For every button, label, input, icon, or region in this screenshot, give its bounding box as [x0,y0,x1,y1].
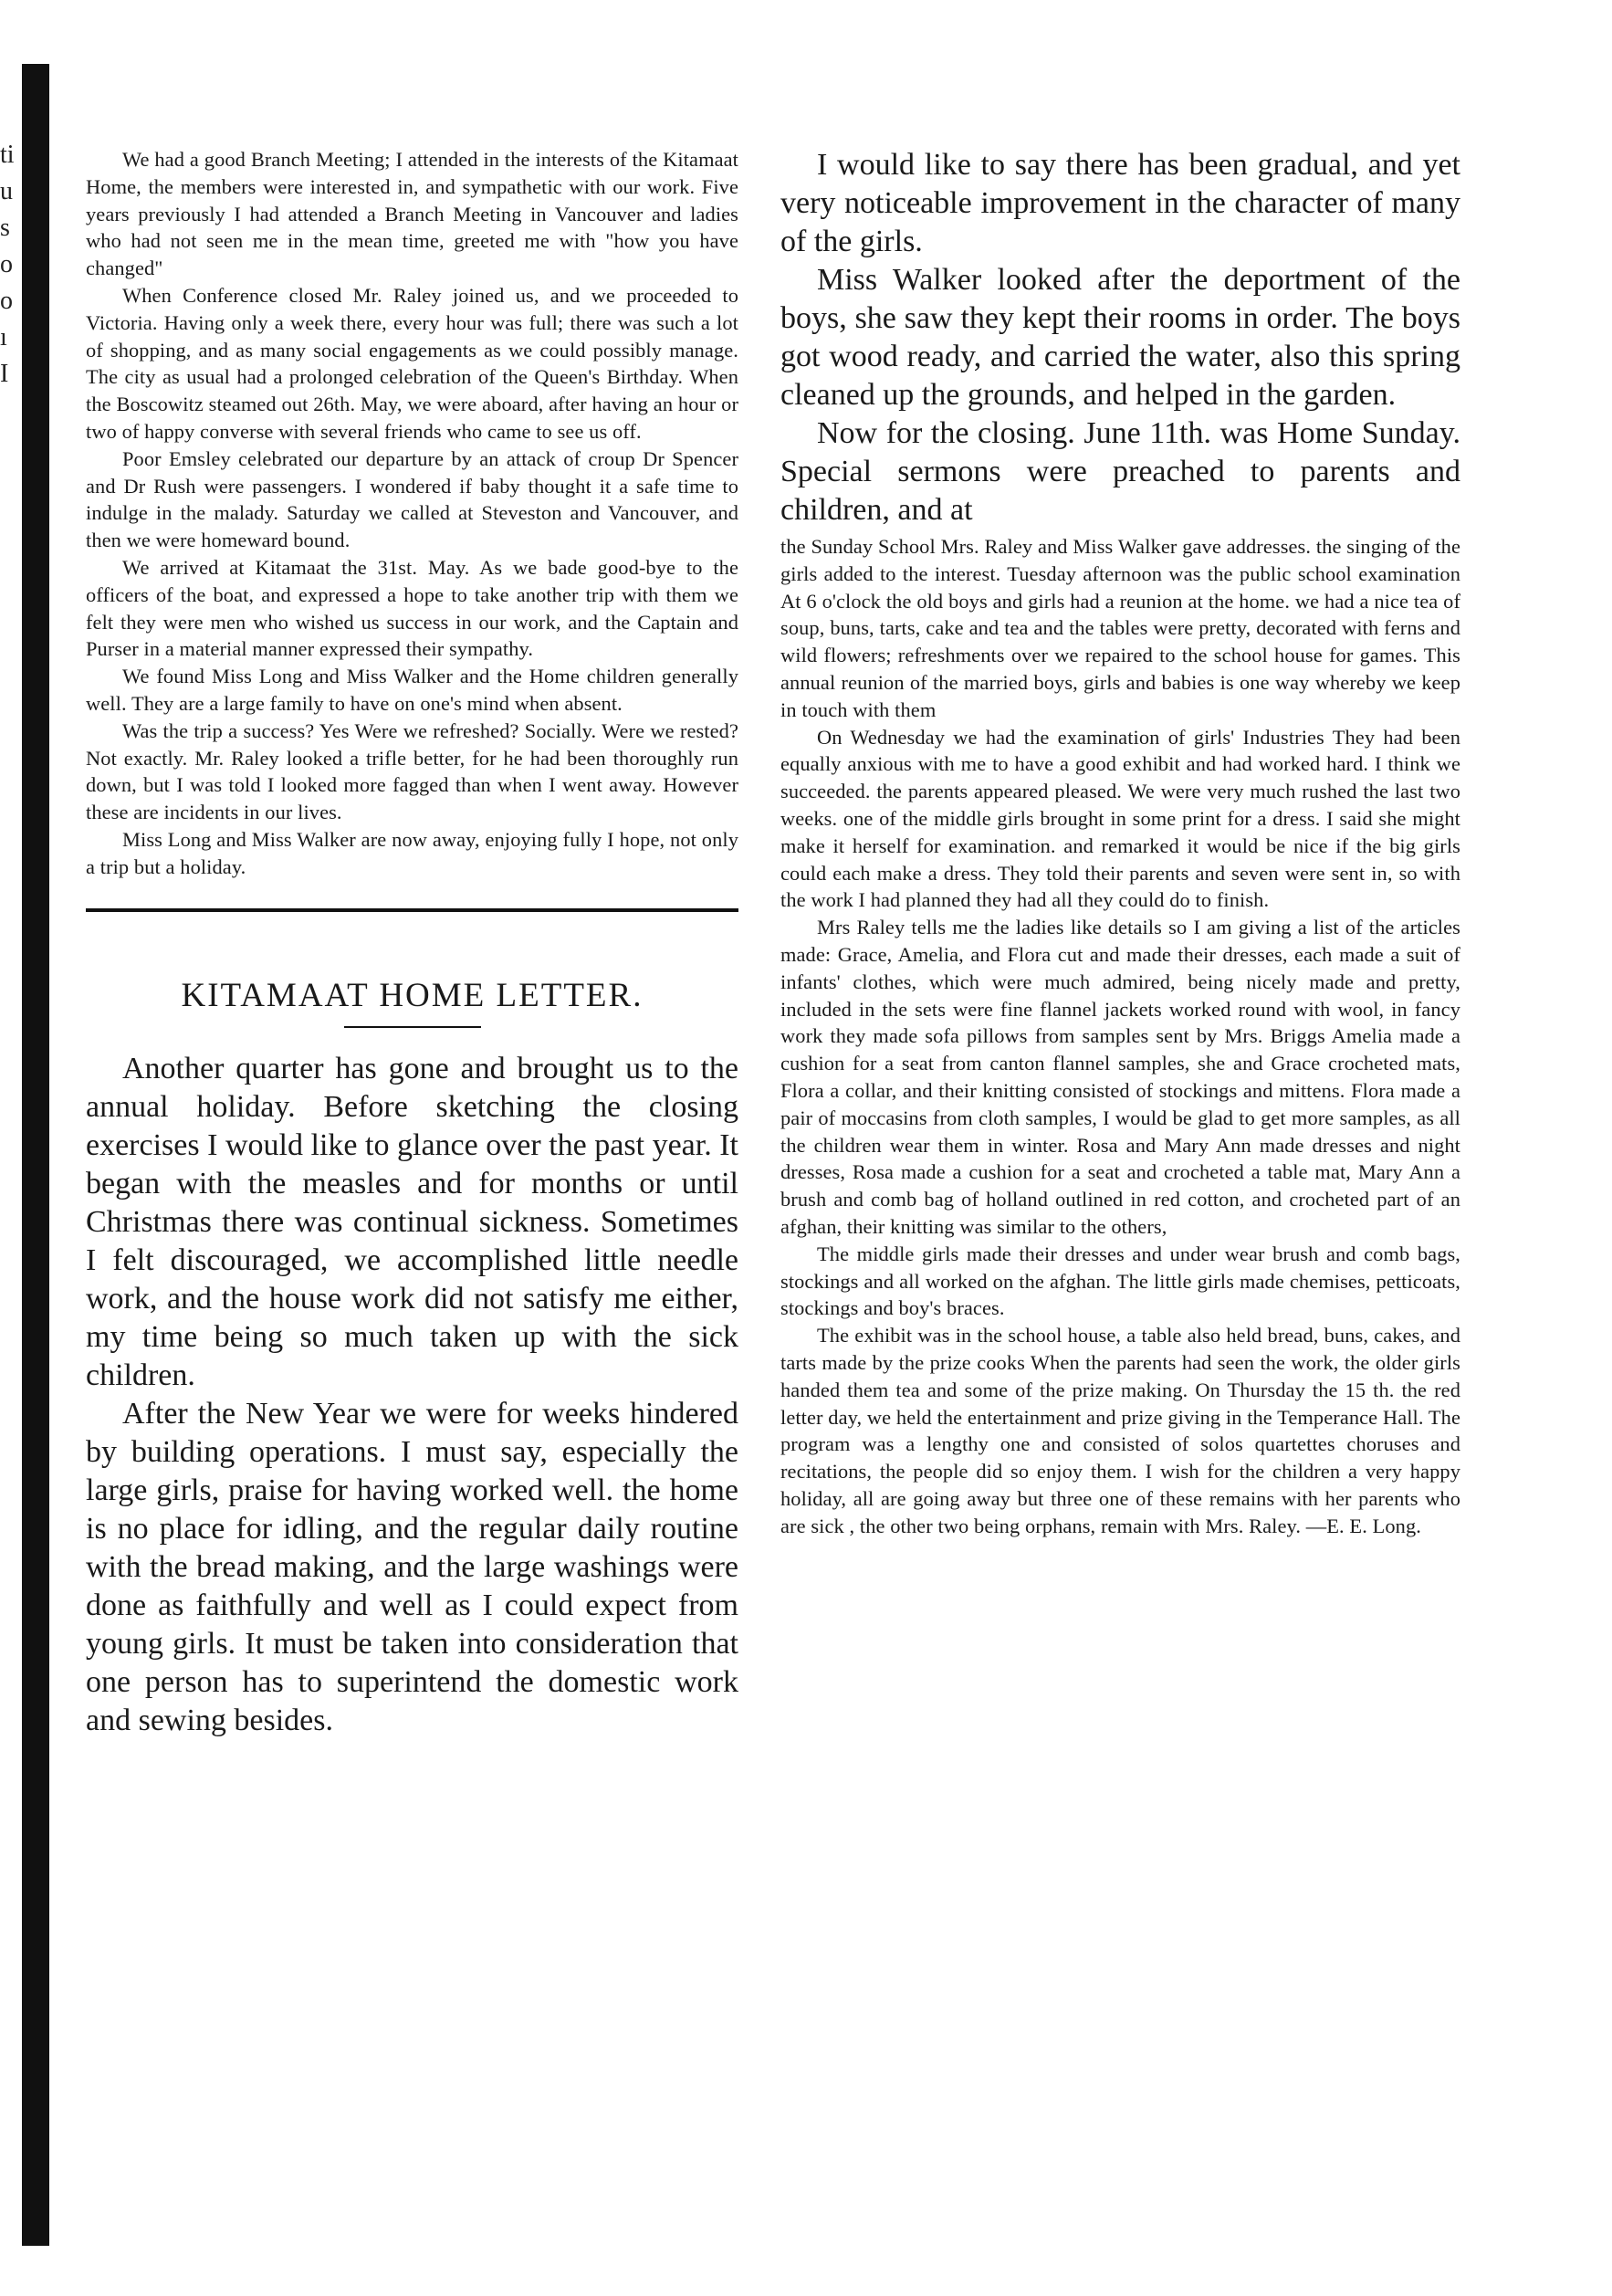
letter-paragraph: After the New Year we were for weeks hindered by building operations. I must say, especially the large girls, praise for having worked well. the home is no place for idling, and the regular daily routine with the bread making, and the large washings were done as faithfully and well as I could expect from young girls. It must be taken into consideration that one person has to superintend the domestic work and sewing besides. [86,1396,738,1737]
right-column [780,146,1460,1539]
right-paragraph: Mrs Raley tells me the ladies like details so I am giving a list of the articles made: Grace, Amelia, and Flora cut and made their dresses, each made a suit of infants' clothes, which were much admired, being nicely made and pretty, included in the sets were fine flannel jackets worked round with wool, in fancy work they made sofa pillows from samples sent by Mrs. Briggs Amelia made a cushion for a seat from canton flannel samples, she and Grace crocheted mats, Flora a collar, and their knitting consisted of stockings and mittens. Flora made a pair of moccasins from cloth samples, I would be glad to get more samples, as all the children wear them in winter. Rosa and Mary Ann made dresses and night dresses, Rosa made a cushion for a seat and crocheted a table mat, Mary Ann a brush and comb bag of holland outlined in red cotton, and crocheted part of an afghan, their knitting was similar to the others, [780,916,1460,1238]
left-paragraph: Miss Long and Miss Walker are now away, enjoying fully I hope, not only a trip but a holiday. [86,827,738,878]
left-article [86,146,738,881]
left-column [86,146,738,1740]
page-edge-fragments: ti u s o o ı I [0,141,15,388]
right-paragraph: the Sunday School Mrs. Raley and Miss Walker gave addresses. the singing of the girls added to the interest. Tuesday afternoon was the public school examination At 6 o'clock the old boys and girls had a reunion at the home. we had a nice tea of soup, buns, tarts, cake and tea and the tables were pretty, decorated with ferns and wild flowers; refreshments over we repaired to the school house for games. This annual reunion of the married boys, girls and babies is one way whereby we keep in touch with them [780,535,1460,721]
headline: KITAMAAT HOME LETTER. [181,976,644,1014]
left-paragraph: We had a good Branch Meeting; I attended in the interests of the Kitamaat Home, the members were interested in, and sympathetic with our work. Five years previously I had attended a Branch Meeting in Vancouver and ladies who had not seen me in the mean time, greeted me with "how you have changed" [86,148,738,280]
right-paragraph: Miss Walker looked after the deportment of the boys, she saw they kept their rooms in order. The boys got wood ready, and carried the water, also this spring cleaned up the grounds, and helped in the garden. [780,263,1460,412]
right-small-text [780,533,1460,1539]
section-divider [86,908,738,912]
letter-paragraph: Another quarter has gone and brought us to the annual holiday. Before sketching the closing exercises I would like to glance over the past year. It began with the measles and for months or until Christmas there was continual sickness. Sometimes I felt discouraged, we accomplished little needle work, and the house work did not satisfy me either, my time being so much taken up with the sick children. [86,1051,738,1392]
left-paragraph: We found Miss Long and Miss Walker and the Home children generally well. They are a large family to have on one's mind when absent. [86,665,738,715]
right-large-text [780,146,1460,529]
left-paragraph: When Conference closed Mr. Raley joined us, and we proceeded to Victoria. Having only a week there, every hour was full; there was such a lot of shopping, and as many social engagements as we could possibly manage. The city as usual had a prolonged celebration of the Queen's Birthday. When the Boscowitz steamed out 26th. May, we were aboard, after having an hour or two of happy converse with several friends who came to see us off. [86,283,738,443]
right-paragraph: On Wednesday we had the examination of girls' Industries They had been equally anxious with me to have a good exhibit and had worked hard. I think we succeeded. the parents appeared pleased. We were very much rushed the last two weeks. one of the middle girls brought in some print for a dress. I said she might make it herself for examination. and remarked it would be nice if the big girls could each make a dress. They told their parents and seven were sent in, so with the work I had planned they had all they could do to finish. [780,725,1460,912]
right-paragraph: I would like to say there has been gradual, and yet very noticeable improvement in the character of many of the girls. [780,148,1460,258]
binding-gutter [22,64,49,2246]
left-paragraph: Was the trip a success? Yes Were we refreshed? Socially. Were we rested? Not exactly. Mr. Raley looked a trifle better, for he had been thoroughly run down, but I was told I looked more fagged than when I went away. However these are incidents in our lives. [86,718,738,824]
right-paragraph: The exhibit was in the school house, a table also held bread, buns, cakes, and tarts made by the prize cooks When the parents had seen the work, the older girls handed them tea and some of the prize making. On Thursday the 15 th. the red letter day, we held the entertainment and prize giving in the Temperance Hall. The program was a lengthy one and consisted of solos quartettes choruses and recitations, the people did so enjoy them. I wish for the children a very happy holiday, all are going away but three one of these remains with her parents who are sick , the other two being orphans, remain with Mrs. Raley. —E. E. Long. [780,1324,1460,1537]
headline-underline [344,1026,481,1028]
letter-body [86,1050,738,1740]
right-paragraph: The middle girls made their dresses and under wear brush and comb bags, stockings and all worked on the afghan. The little girls made chemises, petticoats, stockings and boy's braces. [780,1242,1460,1320]
right-paragraph: Now for the closing. June 11th. was Home Sunday. Special sermons were preached to parents and children, and at [780,416,1460,527]
left-paragraph: Poor Emsley celebrated our departure by an attack of croup Dr Spencer and Dr Rush were passengers. I wondered if baby thought it a safe time to indulge in the malady. Saturday we called at Steveston and Vancouver, and then we were homeward bound. [86,446,738,552]
left-paragraph: We arrived at Kitamaat the 31st. May. As we bade good-bye to the officers of the boat, and expressed a hope to take another trip with them we felt they were men who wished us success in our work, and the Captain and Purser in a material manner expressed their sympathy. [86,555,738,661]
